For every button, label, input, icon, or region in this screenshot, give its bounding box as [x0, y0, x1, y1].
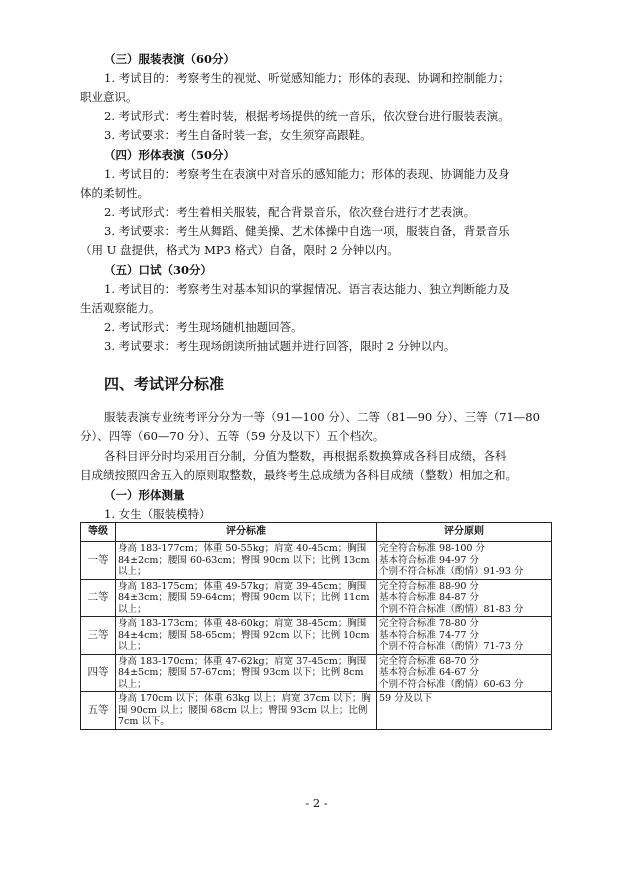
standard-cell: 身高 183-170cm；体重 47-62kg；肩宽 37-45cm；胸围 84±5cm；腰围 57-67cm；臀围 93cm 以下；比例 8cm 以上； [116, 654, 377, 692]
principle-line: 基本符合标准 64-67 分 [379, 667, 479, 678]
paragraph-line: 2. 考试形式：考生着相关服装，配合背景音乐，依次登台进行才艺表演。 [104, 205, 476, 219]
paragraph-line: 3. 考试要求：考生现场朗读所抽试题并进行回答，限时 2 分钟以内。 [104, 339, 456, 353]
table-row [81, 654, 552, 692]
table-row [81, 579, 552, 617]
level-cell: 五等 [81, 692, 116, 730]
level-cell: 四等 [81, 654, 116, 692]
principle-line: 完全符合标准 98-100 分 [379, 543, 485, 554]
table-row [81, 617, 552, 655]
principle-line: 个别不符合标准（酌情）81-83 分 [379, 603, 524, 615]
paragraph-line: 1. 考试目的：考察考生对基本知识的掌握情况、语言表达能力、独立判断能力及 [104, 282, 510, 296]
level-cell: 二等 [81, 579, 116, 617]
paragraph-line: （用 U 盘提供，格式为 MP3 格式）自备，限时 2 分钟以内。 [80, 243, 399, 257]
principle-line: 基本符合标准 94-97 分 [379, 554, 479, 566]
subsection-item: 1. 女生（服装模特） [104, 507, 211, 521]
paragraph-line: 3. 考试要求：考生从舞蹈、健美操、艺术体操中自选一项，服装自备，背景音乐 [104, 224, 510, 238]
standard-cell: 身高 183-177cm；体重 50-55kg；肩宽 40-45cm；胸围 84±2cm；腰围 60-63cm；臀围 90cm 以下；比例 13cm 以上； [116, 542, 377, 580]
principle-line: 个别不符合标准（酌情）60-63 分 [379, 678, 524, 690]
standard-cell: 身高 183-173cm；体重 48-60kg；肩宽 38-45cm；胸围 84±4cm；腰围 58-65cm；臀围 92cm 以下；比例 10cm 以上； [116, 617, 377, 655]
level-cell: 一等 [81, 542, 116, 580]
principle-cell [377, 579, 552, 617]
paragraph-line: 目成绩按照四舍五入的原则取整数，最终考生总成绩为各科目成绩（整数）相加之和。 [80, 468, 517, 482]
section-heading-body-performance: （四）形体表演（50分） [104, 148, 236, 162]
section-heading-fashion-show: （三）服装表演（60分） [104, 52, 236, 66]
table-header-row [81, 523, 552, 542]
chapter-heading: 四、考试评分标准 [104, 375, 225, 393]
principle-line: 个别不符合标准（酌情）71-73 分 [379, 641, 524, 652]
paragraph-line: 1. 考试目的：考察考生在表演中对音乐的感知能力；形体的表现、协调能力及身 [104, 167, 510, 181]
paragraph-line: 生活观察能力。 [80, 301, 161, 315]
paragraph-line: 2. 考试形式：考生现场随机抽题回答。 [104, 320, 303, 334]
principle-line: 完全符合标准 88-90 分 [379, 580, 479, 592]
page-number: - 2 - [305, 796, 328, 810]
section-heading-oral-exam: （五）口试（30分） [104, 263, 213, 277]
standard-cell: 身高 183-175cm；体重 49-57kg；肩宽 39-45cm；胸围 84±3cm；腰围 59-64cm；臀围 90cm 以下；比例 11cm 以上； [116, 579, 377, 617]
subsection-heading: （一）形体测量 [104, 488, 185, 502]
principle-line: 完全符合标准 78-80 分 [379, 618, 479, 629]
paragraph-line: 1. 考试目的：考察考生的视觉、听觉感知能力；形体的表现、协调和控制能力； [104, 71, 510, 85]
table-row [81, 692, 552, 730]
principle-cell [377, 617, 552, 655]
principle-line: 基本符合标准 74-77 分 [379, 629, 479, 641]
paragraph-line: 服装表演专业统考评分分为一等（91—100 分）、二等（81—90 分）、三等（71—80 [104, 410, 540, 424]
level-cell: 三等 [81, 617, 116, 655]
standard-cell: 身高 170cm 以下；体重 63kg 以上；肩宽 37cm 以下；胸围 90cm 以上；腰围 68cm 以上；臀围 93cm 以上；比例 7cm 以下。 [116, 692, 377, 730]
table-row [81, 542, 552, 580]
col-header-standard: 评分标准 [116, 523, 377, 542]
principle-cell [377, 692, 552, 730]
col-header-level: 等级 [81, 523, 116, 542]
paragraph-line: 体的柔韧性。 [80, 186, 149, 200]
paragraph-line: 分）、四等（60—70 分）、五等（59 分及以下）五个档次。 [80, 429, 385, 443]
paragraph-line: 各科目评分时均采用百分制，分值为整数，再根据系数换算成各科目成绩，各科 [104, 449, 507, 463]
principle-line: 59 分及以下 [379, 693, 433, 704]
principle-cell [377, 654, 552, 692]
col-header-principle: 评分原则 [377, 523, 552, 542]
paragraph-line: 职业意识。 [80, 90, 138, 104]
principle-line: 完全符合标准 68-70 分 [379, 655, 479, 667]
principle-line: 个别不符合标准（酌情）91-93 分 [379, 566, 524, 577]
principle-line: 基本符合标准 84-87 分 [379, 592, 479, 603]
paragraph-line: 3. 考试要求：考生自备时装一套，女生须穿高跟鞋。 [104, 128, 372, 142]
paragraph-line: 2. 考试形式：考生着时装，根据考场提供的统一音乐，依次登台进行服装表演。 [104, 109, 510, 123]
grading-table [80, 522, 552, 730]
principle-cell [377, 542, 552, 580]
